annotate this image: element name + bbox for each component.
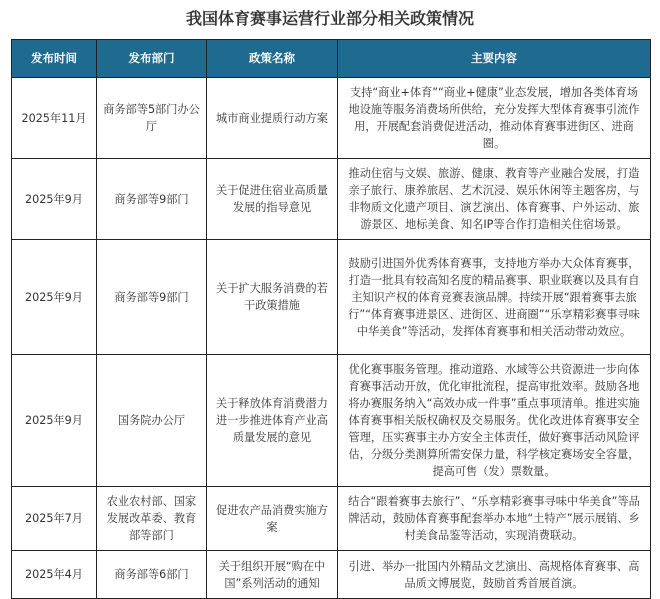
cell-policy: 关于扩大服务消费的若干政策措施	[207, 240, 338, 355]
cell-date: 2025年9月	[12, 240, 97, 355]
table-row	[12, 551, 651, 599]
table-header-row	[12, 40, 651, 78]
cell-date: 2025年9月	[12, 355, 97, 487]
cell-department: 农业农村部、国家发展改革委、教育部等部门	[97, 487, 207, 551]
cell-content: 引进、举办一批国内外精品文艺演出、高规格体育赛事、高品质文博展览，鼓励首秀首展首演。	[338, 551, 651, 599]
cell-department: 商务部等6部门	[97, 551, 207, 599]
cell-content: 鼓励引进国外优秀体育赛事，支持地方举办大众体育赛事，打造一批具有较高知名度的精品赛事、职业联赛以及具有自主知识产权的体育竞赛表演品牌。持续开展“跟着赛事去旅行”“体育赛事进景区、进街区、进商圈”“乐享精彩赛事寻味中华美食”等活动，发挥体育赛事和相关活动带动效应。	[338, 240, 651, 355]
table-row	[12, 240, 651, 355]
cell-policy: 关于释放体育消费潜力进一步推进体育产业高质量发展的意见	[207, 355, 338, 487]
cell-date: 2025年4月	[12, 551, 97, 599]
cell-content: 支持“商业+体育”“商业+健康”业态发展，增加各类体育场地设施等服务消费场所供给，充分发挥大型体育赛事引流作用，开展配套消费促进活动，推动体育赛事进街区、进商圈。	[338, 78, 651, 159]
cell-date: 2025年9月	[12, 159, 97, 240]
cell-date: 2025年11月	[12, 78, 97, 159]
table-row	[12, 159, 651, 240]
table-row	[12, 78, 651, 159]
cell-policy: 城市商业提质行动方案	[207, 78, 338, 159]
page-title: 我国体育赛事运营行业部分相关政策情况	[185, 9, 474, 28]
table-row	[12, 355, 651, 487]
cell-content: 推动住宿与文娱、旅游、健康、教育等产业融合发展，打造亲子旅行、康养旅居、艺术沉浸、娱乐休闲等主题客房，与非物质文化遗产项目、演艺演出、体育赛事、户外运动、旅游景区、地标美食、知名IP等合作打造相关住宿场景。	[338, 159, 651, 240]
policy-table	[11, 39, 651, 599]
header-date: 发布时间	[12, 40, 97, 78]
cell-department: 商务部等9部门	[97, 240, 207, 355]
cell-department: 商务部等9部门	[97, 159, 207, 240]
table-row	[12, 487, 651, 551]
cell-policy: 关于组织开展“购在中国”系列活动的通知	[207, 551, 338, 599]
header-content: 主要内容	[338, 40, 651, 78]
cell-department: 国务院办公厅	[97, 355, 207, 487]
cell-policy: 促进农产品消费实施方案	[207, 487, 338, 551]
cell-policy: 关于促进住宿业高质量发展的指导意见	[207, 159, 338, 240]
cell-content: 优化赛事服务管理。推动道路、水域等公共资源进一步向体育赛事活动开放，优化审批流程，提高审批效率。鼓励各地将办赛服务纳入“高效办成一件事”重点事项清单。推进实施体育赛事相关版权确权及交易服务。优化改进体育赛事安全管理，压实赛事主办方安全主体责任，做好赛事活动风险评估，分级分类测算所需安保力量，科学核定赛场安全容量，提高可售（发）票数量。	[338, 355, 651, 487]
cell-content: 结合“跟着赛事去旅行”、“乐享精彩赛事寻味中华美食”等品牌活动，鼓励体育赛事配套举办本地“土特产”展示展销、乡村美食品鉴等活动，实现消费联动。	[338, 487, 651, 551]
cell-department: 商务部等5部门办公厅	[97, 78, 207, 159]
header-department: 发布部门	[97, 40, 207, 78]
header-policy: 政策名称	[207, 40, 338, 78]
cell-date: 2025年7月	[12, 487, 97, 551]
